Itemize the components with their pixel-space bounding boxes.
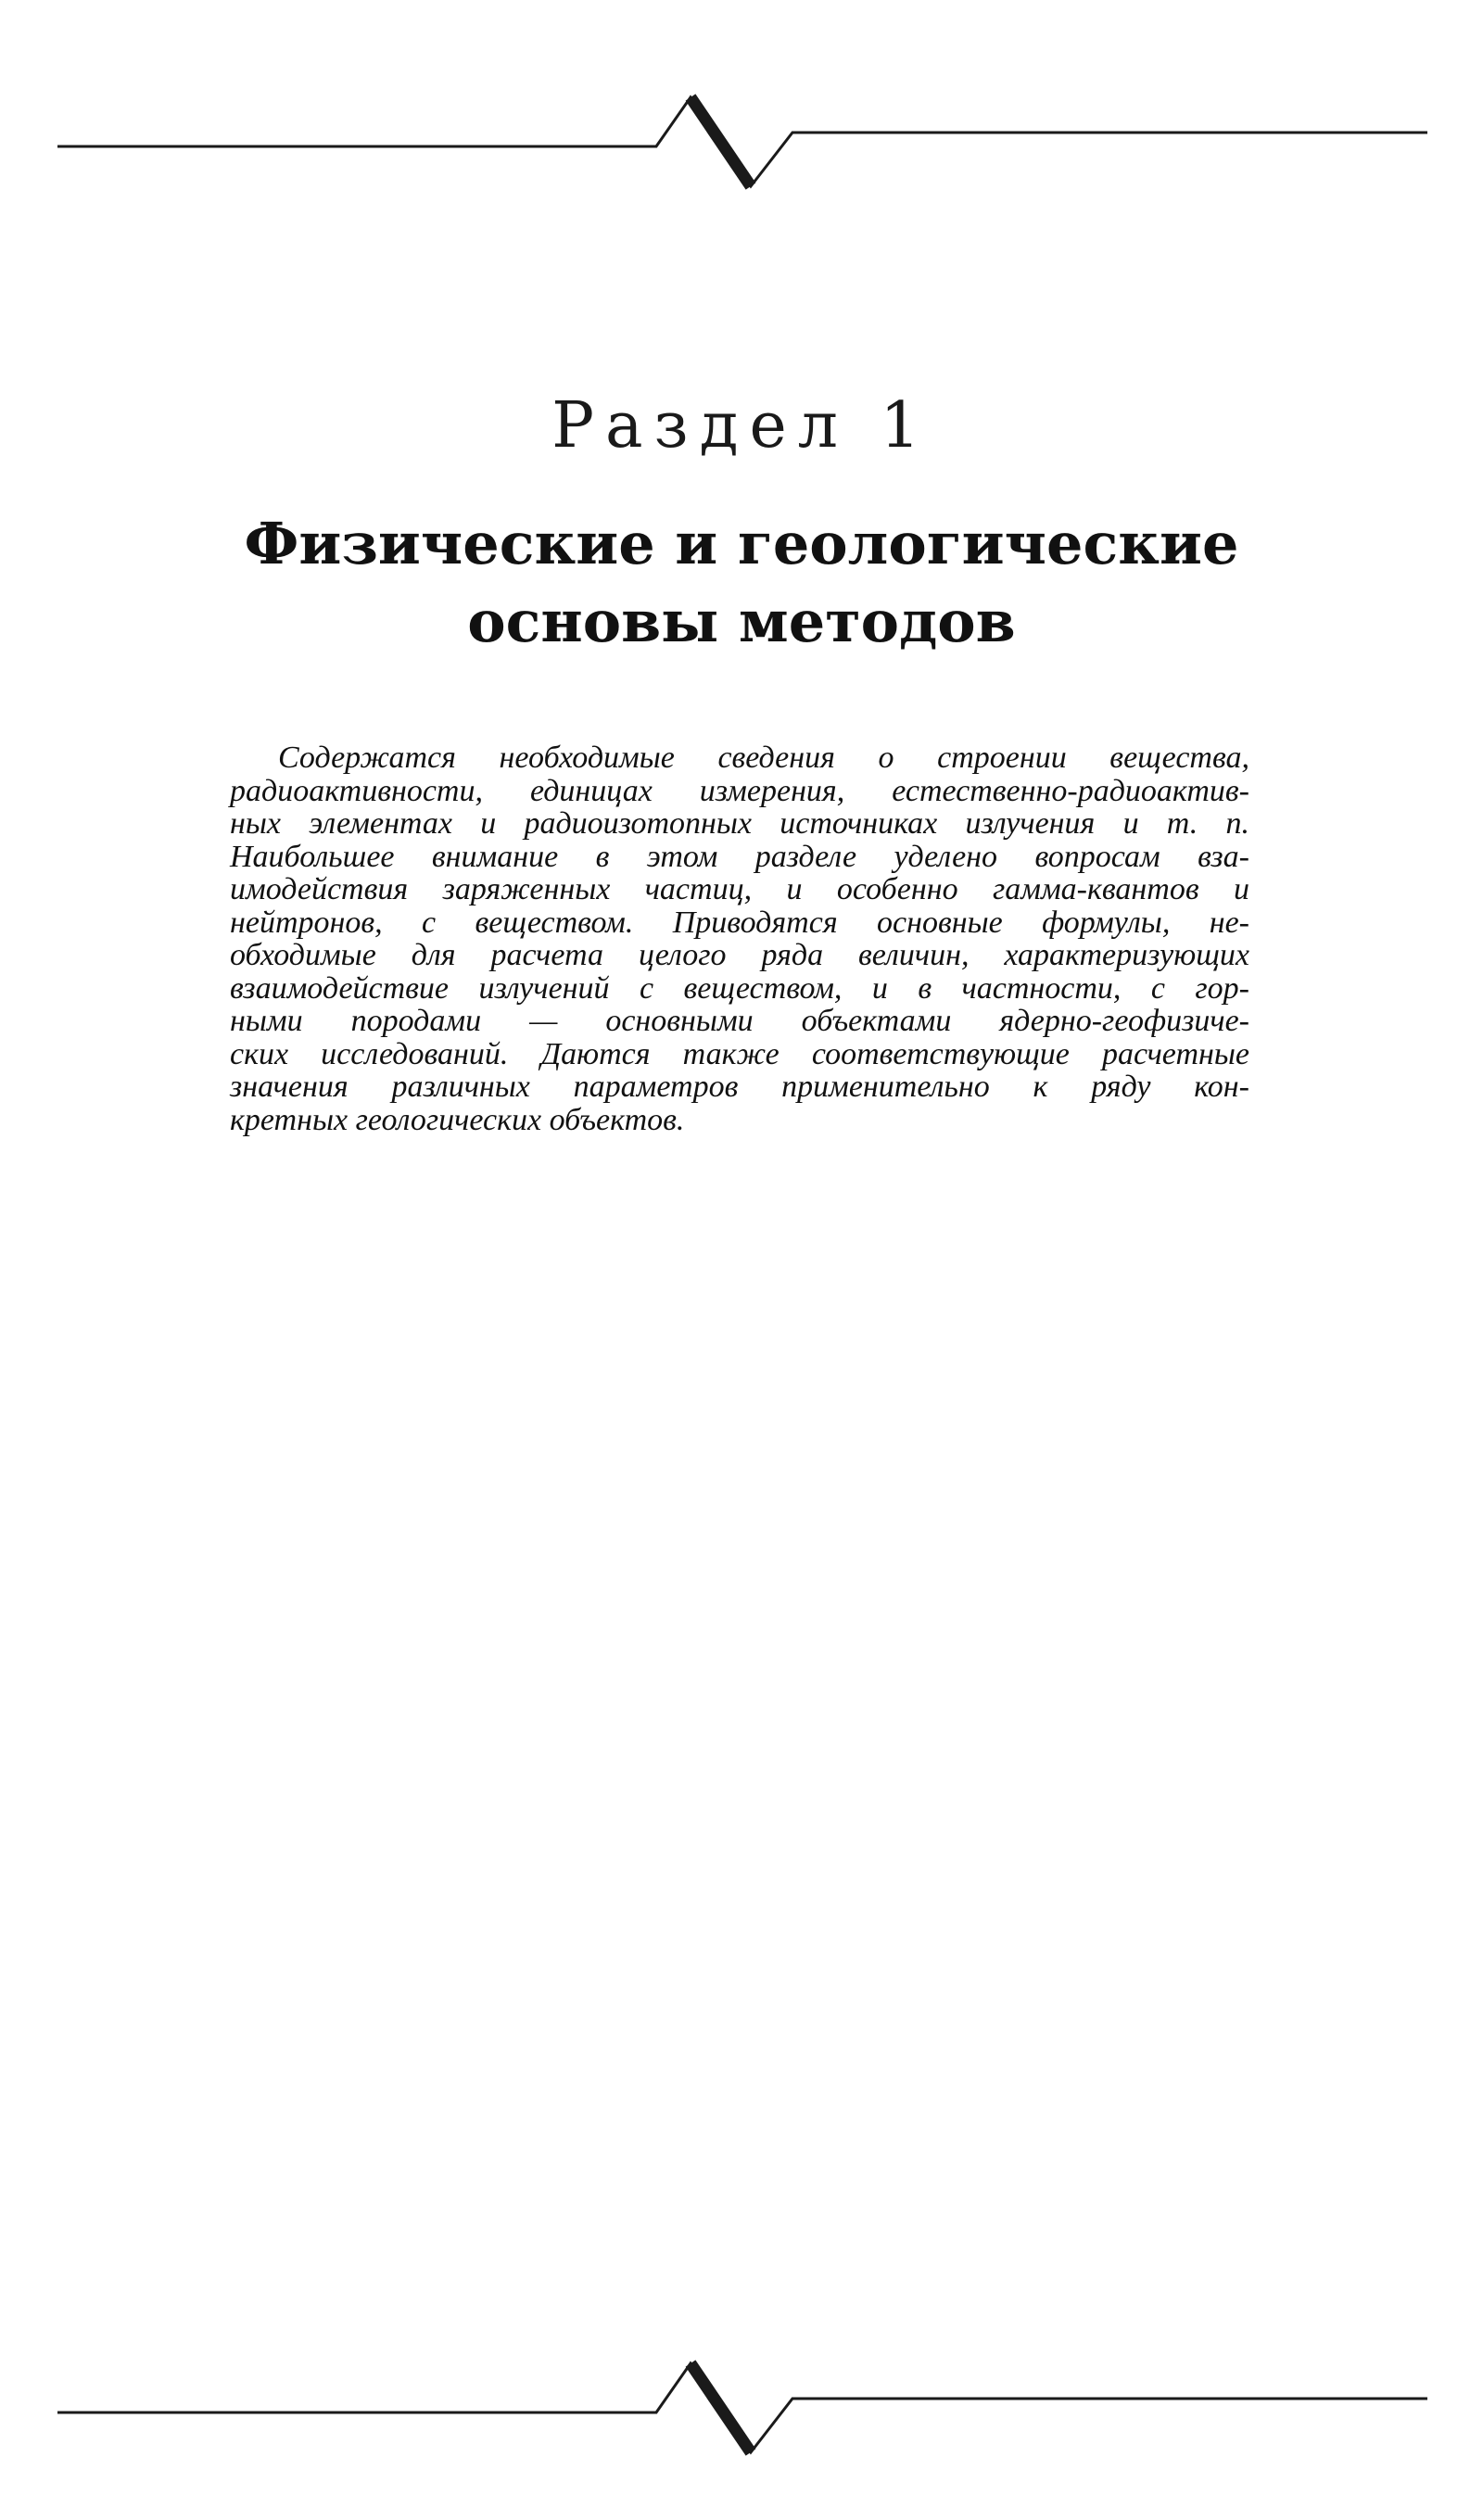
abstract-line: обходимые для расчета целого ряда величин, характеризующих (230, 938, 1249, 972)
abstract-line: радиоактивности, единицах измерения, естественно-радиоактив- (230, 773, 1249, 808)
section-title-line-1: Физические и геологические (244, 510, 1239, 577)
abstract-line: ских исследований. Даются также соответствующие расчетные (230, 1036, 1249, 1071)
abstract-line: Содержатся необходимые сведения о строении вещества, (278, 741, 1249, 775)
abstract-line: ных элементах и радиоизотопных источниках излучения и т. п. (230, 806, 1249, 841)
section-label: Раздел 1 (551, 389, 932, 462)
abstract-line: имодействия заряженных частиц, и особенно гамма-квантов и (230, 872, 1249, 906)
zigzag-divider-icon (0, 79, 1483, 190)
abstract-line: кретных геологических объектов. (230, 1102, 685, 1137)
abstract-line: значения различных параметров применительно к ряду кон- (230, 1070, 1249, 1104)
section-title-line-2: основы методов (467, 588, 1016, 655)
section-abstract (230, 741, 1249, 1136)
abstract-line: ными породами — основными объектами ядерно-геофизиче- (230, 1004, 1249, 1038)
section-title (0, 505, 1483, 661)
abstract-line: взаимодействие излучений с веществом, и в частности, с гор- (230, 970, 1249, 1006)
zigzag-divider-icon (0, 2345, 1483, 2456)
abstract-line: нейтронов, с веществом. Приводятся основные формулы, не- (230, 905, 1249, 940)
abstract-line: Наибольшее внимание в этом разделе уделено вопросам вза- (230, 839, 1249, 874)
